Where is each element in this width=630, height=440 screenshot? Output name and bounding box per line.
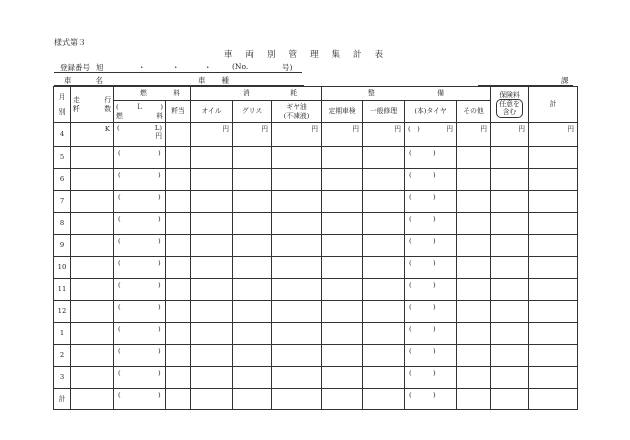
grease-cell[interactable] bbox=[233, 213, 272, 235]
other-cell[interactable] bbox=[457, 389, 491, 410]
header-month-bottom: 別 bbox=[58, 107, 66, 116]
unit-yen: 円 bbox=[480, 125, 488, 133]
month-cell: 4 bbox=[54, 123, 71, 147]
month-cell: 11 bbox=[54, 279, 71, 301]
total-cell[interactable] bbox=[529, 323, 578, 345]
header-other: その他 bbox=[457, 101, 491, 123]
month-cell: 3 bbox=[54, 367, 71, 389]
tires-cell[interactable] bbox=[405, 345, 457, 367]
oil-cell[interactable] bbox=[191, 123, 233, 147]
other-cell[interactable] bbox=[457, 367, 491, 389]
inspection-cell[interactable] bbox=[322, 169, 363, 191]
fuel-per-km-cell[interactable] bbox=[166, 191, 191, 213]
header-maintenance-char: 整 bbox=[368, 89, 375, 98]
gear-oil-cell[interactable] bbox=[272, 389, 322, 410]
paren-close: ) bbox=[158, 303, 161, 311]
tires-cell[interactable] bbox=[405, 123, 457, 147]
paren-open: ( bbox=[118, 369, 121, 377]
insurance-cell[interactable] bbox=[491, 147, 529, 169]
total-cell[interactable] bbox=[529, 301, 578, 323]
distance-cell[interactable] bbox=[71, 345, 114, 367]
other-cell[interactable] bbox=[457, 345, 491, 367]
fuel-per-km-cell[interactable] bbox=[166, 123, 191, 147]
total-cell[interactable] bbox=[529, 345, 578, 367]
unit-yen: 円 bbox=[352, 125, 360, 133]
table-row bbox=[54, 191, 578, 213]
grease-cell[interactable] bbox=[233, 123, 272, 147]
general-repair-cell[interactable] bbox=[363, 257, 405, 279]
fuel-cell[interactable] bbox=[114, 147, 166, 169]
registration-underline bbox=[54, 72, 302, 73]
paren-open: ( bbox=[118, 193, 121, 201]
gear-oil-cell[interactable] bbox=[272, 301, 322, 323]
total-cell[interactable] bbox=[529, 389, 578, 410]
table-row bbox=[54, 169, 578, 191]
registration-no-label: (No. bbox=[232, 62, 249, 71]
distance-cell[interactable] bbox=[71, 389, 114, 410]
total-cell[interactable] bbox=[529, 367, 578, 389]
grease-cell[interactable] bbox=[233, 323, 272, 345]
header-total: 計 bbox=[529, 87, 578, 123]
registration-region: 旭 bbox=[96, 63, 104, 72]
registration-label: 登録番号 bbox=[60, 63, 90, 72]
paren-open: ( bbox=[118, 325, 121, 333]
month-cell: 計 bbox=[54, 389, 71, 410]
insurance-cell[interactable] bbox=[491, 279, 529, 301]
paren-close: ) bbox=[433, 193, 436, 201]
tires-cell[interactable] bbox=[405, 169, 457, 191]
gear-oil-cell[interactable] bbox=[272, 123, 322, 147]
paren-open: ( bbox=[409, 281, 412, 289]
header-fuel-cost-char: 燃 bbox=[116, 111, 123, 120]
total-cell[interactable] bbox=[529, 279, 578, 301]
table-row bbox=[54, 257, 578, 279]
inspection-cell[interactable] bbox=[322, 301, 363, 323]
other-cell[interactable] bbox=[457, 169, 491, 191]
general-repair-cell[interactable] bbox=[363, 389, 405, 410]
header-consumables-char: 耗 bbox=[290, 89, 298, 98]
distance-cell[interactable] bbox=[71, 213, 114, 235]
grease-cell[interactable] bbox=[233, 169, 272, 191]
fuel-cell[interactable] bbox=[114, 279, 166, 301]
grease-cell[interactable] bbox=[233, 345, 272, 367]
distance-cell[interactable] bbox=[71, 367, 114, 389]
month-cell: 6 bbox=[54, 169, 71, 191]
header-gear-oil-top: ギヤ油 bbox=[286, 103, 307, 112]
insurance-cell[interactable] bbox=[491, 191, 529, 213]
inspection-cell[interactable] bbox=[322, 389, 363, 410]
fuel-cell[interactable] bbox=[114, 389, 166, 410]
tires-cell[interactable] bbox=[405, 191, 457, 213]
month-cell: 7 bbox=[54, 191, 71, 213]
paren-open: ( bbox=[409, 347, 412, 355]
gear-oil-cell[interactable] bbox=[272, 191, 322, 213]
total-cell[interactable] bbox=[529, 191, 578, 213]
paren-open: ( bbox=[409, 259, 412, 267]
header-gear-oil-bottom: (不凍液) bbox=[283, 111, 310, 120]
header-oil: オイル bbox=[191, 101, 233, 123]
fuel-per-km-cell[interactable] bbox=[166, 389, 191, 410]
tires-cell[interactable] bbox=[405, 213, 457, 235]
inspection-cell[interactable] bbox=[322, 147, 363, 169]
distance-cell[interactable] bbox=[71, 235, 114, 257]
table-row bbox=[54, 367, 578, 389]
grease-cell[interactable] bbox=[233, 147, 272, 169]
table-row bbox=[54, 301, 578, 323]
month-cell: 1 bbox=[54, 323, 71, 345]
fuel-per-km-cell[interactable] bbox=[166, 345, 191, 367]
fuel-cell[interactable] bbox=[114, 345, 166, 367]
paren-close: ) bbox=[433, 171, 436, 179]
inspection-cell[interactable] bbox=[322, 123, 363, 147]
header-gear-oil bbox=[272, 101, 322, 123]
header-fuel-char: 燃 bbox=[140, 89, 147, 98]
month-cell: 8 bbox=[54, 213, 71, 235]
other-cell[interactable] bbox=[457, 323, 491, 345]
fuel-per-km-cell[interactable] bbox=[166, 147, 191, 169]
total-cell[interactable] bbox=[529, 147, 578, 169]
gear-oil-cell[interactable] bbox=[272, 345, 322, 367]
form-title: 車両別管理集計表 bbox=[224, 50, 397, 60]
paren-open: ( bbox=[118, 391, 121, 399]
car-type-label: 車種 bbox=[198, 76, 245, 85]
fuel-cell[interactable] bbox=[114, 367, 166, 389]
header-general-repair: 一般修理 bbox=[363, 101, 405, 123]
section-label: 課 bbox=[561, 76, 569, 85]
insurance-cell[interactable] bbox=[491, 367, 529, 389]
registration-separator: ・ bbox=[204, 63, 212, 72]
paren-open: ( bbox=[118, 347, 121, 355]
general-repair-cell[interactable] bbox=[363, 169, 405, 191]
paren-close: ) bbox=[158, 215, 161, 223]
tires-cell[interactable] bbox=[405, 389, 457, 410]
tires-cell[interactable] bbox=[405, 323, 457, 345]
total-cell[interactable] bbox=[529, 235, 578, 257]
table-row bbox=[54, 323, 578, 345]
paren-open: ( bbox=[408, 125, 411, 133]
inspection-cell[interactable] bbox=[322, 235, 363, 257]
paren-close: ) bbox=[158, 193, 161, 201]
oil-cell[interactable] bbox=[191, 301, 233, 323]
registration-separator: ・ bbox=[172, 63, 180, 72]
oil-cell[interactable] bbox=[191, 213, 233, 235]
paren-open: ( bbox=[117, 124, 120, 132]
header-insurance-top: 保険料 bbox=[499, 90, 520, 99]
header-fuel-char: 料 bbox=[173, 89, 180, 98]
fuel-cell[interactable] bbox=[114, 235, 166, 257]
header-fuel-cost-char: 料 bbox=[156, 111, 163, 120]
oil-cell[interactable] bbox=[191, 389, 233, 410]
month-cell: 12 bbox=[54, 301, 71, 323]
gear-oil-cell[interactable] bbox=[272, 367, 322, 389]
header-inspection: 定期車検 bbox=[322, 101, 363, 123]
other-cell[interactable] bbox=[457, 191, 491, 213]
tires-cell[interactable] bbox=[405, 147, 457, 169]
inspection-cell[interactable] bbox=[322, 213, 363, 235]
header-insurance bbox=[491, 87, 529, 123]
registration-no-close: 号) bbox=[282, 63, 293, 72]
fuel-per-km-cell[interactable] bbox=[166, 301, 191, 323]
form-id: 様式第３ bbox=[54, 38, 86, 47]
paren-close: ) bbox=[433, 347, 436, 355]
paren-open: ( bbox=[409, 303, 412, 311]
gear-oil-cell[interactable] bbox=[272, 235, 322, 257]
header-tires: (本)タイヤ bbox=[405, 101, 457, 123]
distance-cell[interactable] bbox=[71, 191, 114, 213]
tires-cell[interactable] bbox=[405, 367, 457, 389]
gear-oil-cell[interactable] bbox=[272, 213, 322, 235]
unit-yen: 円 bbox=[567, 125, 575, 133]
insurance-cell[interactable] bbox=[491, 301, 529, 323]
paren-close: ) bbox=[158, 325, 161, 333]
paren-close: ) bbox=[158, 391, 161, 399]
paren-close: ) bbox=[158, 369, 161, 377]
other-cell[interactable] bbox=[457, 123, 491, 147]
other-cell[interactable] bbox=[457, 147, 491, 169]
unit-yen: 円 bbox=[394, 125, 402, 133]
oil-cell[interactable] bbox=[191, 257, 233, 279]
oil-cell[interactable] bbox=[191, 345, 233, 367]
general-repair-cell[interactable] bbox=[363, 367, 405, 389]
paren-open: ( bbox=[409, 171, 412, 179]
paren-close: ) bbox=[433, 369, 436, 377]
month-cell: 10 bbox=[54, 257, 71, 279]
paren-open: ( bbox=[118, 281, 121, 289]
inspection-cell[interactable] bbox=[322, 323, 363, 345]
paren-open: ( bbox=[409, 149, 412, 157]
header-maintenance-group bbox=[322, 87, 491, 101]
other-cell[interactable] bbox=[457, 257, 491, 279]
header-distance-char: 数 bbox=[104, 104, 111, 113]
distance-cell[interactable] bbox=[71, 301, 114, 323]
oil-cell[interactable] bbox=[191, 367, 233, 389]
paren-close: ) bbox=[433, 325, 436, 333]
total-cell[interactable] bbox=[529, 257, 578, 279]
unit-yen: 円 bbox=[155, 132, 162, 141]
paren-close: ) bbox=[433, 281, 436, 289]
month-cell: 9 bbox=[54, 235, 71, 257]
tires-cell[interactable] bbox=[405, 235, 457, 257]
paren-close: ) bbox=[433, 215, 436, 223]
table-row bbox=[54, 279, 578, 301]
grease-cell[interactable] bbox=[233, 389, 272, 410]
fuel-cell[interactable] bbox=[114, 123, 166, 147]
paren-open: ( bbox=[409, 369, 412, 377]
header-fuel-liters bbox=[114, 101, 166, 123]
insurance-cell[interactable] bbox=[491, 389, 529, 410]
fuel-cell[interactable] bbox=[114, 191, 166, 213]
general-repair-cell[interactable] bbox=[363, 323, 405, 345]
distance-cell[interactable] bbox=[71, 123, 114, 147]
fuel-per-km-cell[interactable] bbox=[166, 235, 191, 257]
table-row bbox=[54, 389, 578, 410]
registration-separator: ・ bbox=[138, 63, 146, 72]
general-repair-cell[interactable] bbox=[363, 123, 405, 147]
fuel-cell[interactable] bbox=[114, 213, 166, 235]
tires-cell[interactable] bbox=[405, 279, 457, 301]
total-cell[interactable] bbox=[529, 123, 578, 147]
paren-close: ) bbox=[433, 237, 436, 245]
paren-open: ( bbox=[118, 303, 121, 311]
distance-cell[interactable] bbox=[71, 323, 114, 345]
insurance-cell[interactable] bbox=[491, 323, 529, 345]
paren-open: ( bbox=[409, 325, 412, 333]
header-fuel-group bbox=[114, 87, 191, 101]
other-cell[interactable] bbox=[457, 279, 491, 301]
fuel-cell[interactable] bbox=[114, 323, 166, 345]
gear-oil-cell[interactable] bbox=[272, 323, 322, 345]
tires-cell[interactable] bbox=[405, 257, 457, 279]
table-row bbox=[54, 123, 578, 147]
fuel-cell[interactable] bbox=[114, 257, 166, 279]
table-row bbox=[54, 147, 578, 169]
oil-cell[interactable] bbox=[191, 147, 233, 169]
gear-oil-cell[interactable] bbox=[272, 147, 322, 169]
fuel-per-km-cell[interactable] bbox=[166, 367, 191, 389]
grease-cell[interactable] bbox=[233, 279, 272, 301]
fuel-cell[interactable] bbox=[114, 169, 166, 191]
fuel-per-km-cell[interactable] bbox=[166, 213, 191, 235]
table-row bbox=[54, 235, 578, 257]
oil-cell[interactable] bbox=[191, 191, 233, 213]
insurance-cell[interactable] bbox=[491, 235, 529, 257]
general-repair-cell[interactable] bbox=[363, 147, 405, 169]
grease-cell[interactable] bbox=[233, 301, 272, 323]
management-table bbox=[53, 86, 578, 410]
header-fuel-liters-close: ) bbox=[160, 103, 163, 112]
paren-close: ) bbox=[158, 259, 161, 267]
oil-cell[interactable] bbox=[191, 169, 233, 191]
header-fuel-per-km: 粁当 bbox=[166, 101, 191, 123]
gear-oil-cell[interactable] bbox=[272, 279, 322, 301]
unit-yen: 円 bbox=[261, 125, 268, 133]
header-fuel-liters-open: ( bbox=[116, 103, 119, 112]
insurance-cell[interactable] bbox=[491, 345, 529, 367]
header-distance bbox=[71, 87, 114, 123]
oil-cell[interactable] bbox=[191, 279, 233, 301]
header-insurance-mid: 任意を bbox=[499, 99, 520, 108]
paren-close: ) bbox=[417, 125, 420, 133]
paren-close: ) bbox=[158, 171, 161, 179]
other-cell[interactable] bbox=[457, 301, 491, 323]
other-cell[interactable] bbox=[457, 235, 491, 257]
grease-cell[interactable] bbox=[233, 257, 272, 279]
paren-open: ( bbox=[118, 171, 121, 179]
paren-close: ) bbox=[158, 281, 161, 289]
gear-oil-cell[interactable] bbox=[272, 169, 322, 191]
header-grease: グリス bbox=[233, 101, 272, 123]
paren-close: ) bbox=[433, 391, 436, 399]
header-maintenance-char: 備 bbox=[437, 89, 445, 98]
grease-cell[interactable] bbox=[233, 191, 272, 213]
header-distance-char: 行 bbox=[104, 96, 111, 105]
paren-open: ( bbox=[118, 149, 121, 157]
header-consumables-char: 消 bbox=[243, 89, 250, 98]
distance-cell[interactable] bbox=[71, 257, 114, 279]
tires-cell[interactable] bbox=[405, 301, 457, 323]
inspection-cell[interactable] bbox=[322, 279, 363, 301]
header-fuel-liters-unit: Ｌ bbox=[136, 103, 143, 112]
fuel-per-km-cell[interactable] bbox=[166, 279, 191, 301]
oil-cell[interactable] bbox=[191, 323, 233, 345]
oil-cell[interactable] bbox=[191, 235, 233, 257]
other-cell[interactable] bbox=[457, 213, 491, 235]
unit-km: K bbox=[104, 125, 110, 133]
paren-open: ( bbox=[409, 391, 412, 399]
distance-cell[interactable] bbox=[71, 169, 114, 191]
header-distance-char: 走 bbox=[73, 96, 80, 105]
distance-cell[interactable] bbox=[71, 147, 114, 169]
general-repair-cell[interactable] bbox=[363, 279, 405, 301]
general-repair-cell[interactable] bbox=[363, 191, 405, 213]
insurance-cell[interactable] bbox=[491, 213, 529, 235]
total-cell[interactable] bbox=[529, 213, 578, 235]
gear-oil-cell[interactable] bbox=[272, 257, 322, 279]
fuel-per-km-cell[interactable] bbox=[166, 169, 191, 191]
unit-liters: L) bbox=[154, 124, 162, 132]
paren-open: ( bbox=[118, 215, 121, 223]
unit-yen: 円 bbox=[222, 125, 229, 133]
total-cell[interactable] bbox=[529, 169, 578, 191]
general-repair-cell[interactable] bbox=[363, 213, 405, 235]
insurance-cell[interactable] bbox=[491, 123, 529, 147]
header-month bbox=[54, 87, 71, 123]
table-row bbox=[54, 345, 578, 367]
header-insurance-note bbox=[496, 99, 522, 119]
inspection-cell[interactable] bbox=[322, 345, 363, 367]
grease-cell[interactable] bbox=[233, 235, 272, 257]
insurance-cell[interactable] bbox=[491, 257, 529, 279]
table-row bbox=[54, 213, 578, 235]
paren-open: ( bbox=[118, 237, 121, 245]
fuel-per-km-cell[interactable] bbox=[166, 323, 191, 345]
paren-open: ( bbox=[118, 259, 121, 267]
paren-open: ( bbox=[409, 193, 412, 201]
header-distance-char: 粁 bbox=[73, 104, 80, 113]
paren-close: ) bbox=[158, 347, 161, 355]
general-repair-cell[interactable] bbox=[363, 301, 405, 323]
inspection-cell[interactable] bbox=[322, 367, 363, 389]
unit-yen: 円 bbox=[446, 125, 454, 133]
unit-yen: 円 bbox=[311, 125, 319, 133]
paren-close: ) bbox=[433, 259, 436, 267]
paren-open: ( bbox=[409, 237, 412, 245]
header-month-top: 月 bbox=[58, 93, 66, 102]
month-cell: 5 bbox=[54, 147, 71, 169]
header-insurance-bottom: 含む bbox=[502, 107, 517, 116]
insurance-cell[interactable] bbox=[491, 169, 529, 191]
inspection-cell[interactable] bbox=[322, 191, 363, 213]
paren-close: ) bbox=[433, 149, 436, 157]
paren-open: ( bbox=[409, 215, 412, 223]
car-name-label: 車名 bbox=[64, 76, 127, 85]
paren-close: ) bbox=[158, 149, 161, 157]
paren-close: ) bbox=[433, 303, 436, 311]
distance-cell[interactable] bbox=[71, 279, 114, 301]
inspection-cell[interactable] bbox=[322, 257, 363, 279]
header-consumables-group bbox=[191, 87, 322, 101]
fuel-cell[interactable] bbox=[114, 301, 166, 323]
month-cell: 2 bbox=[54, 345, 71, 367]
grease-cell[interactable] bbox=[233, 367, 272, 389]
general-repair-cell[interactable] bbox=[363, 235, 405, 257]
fuel-per-km-cell[interactable] bbox=[166, 257, 191, 279]
unit-yen: 円 bbox=[518, 125, 526, 133]
paren-close: ) bbox=[158, 237, 161, 245]
general-repair-cell[interactable] bbox=[363, 345, 405, 367]
